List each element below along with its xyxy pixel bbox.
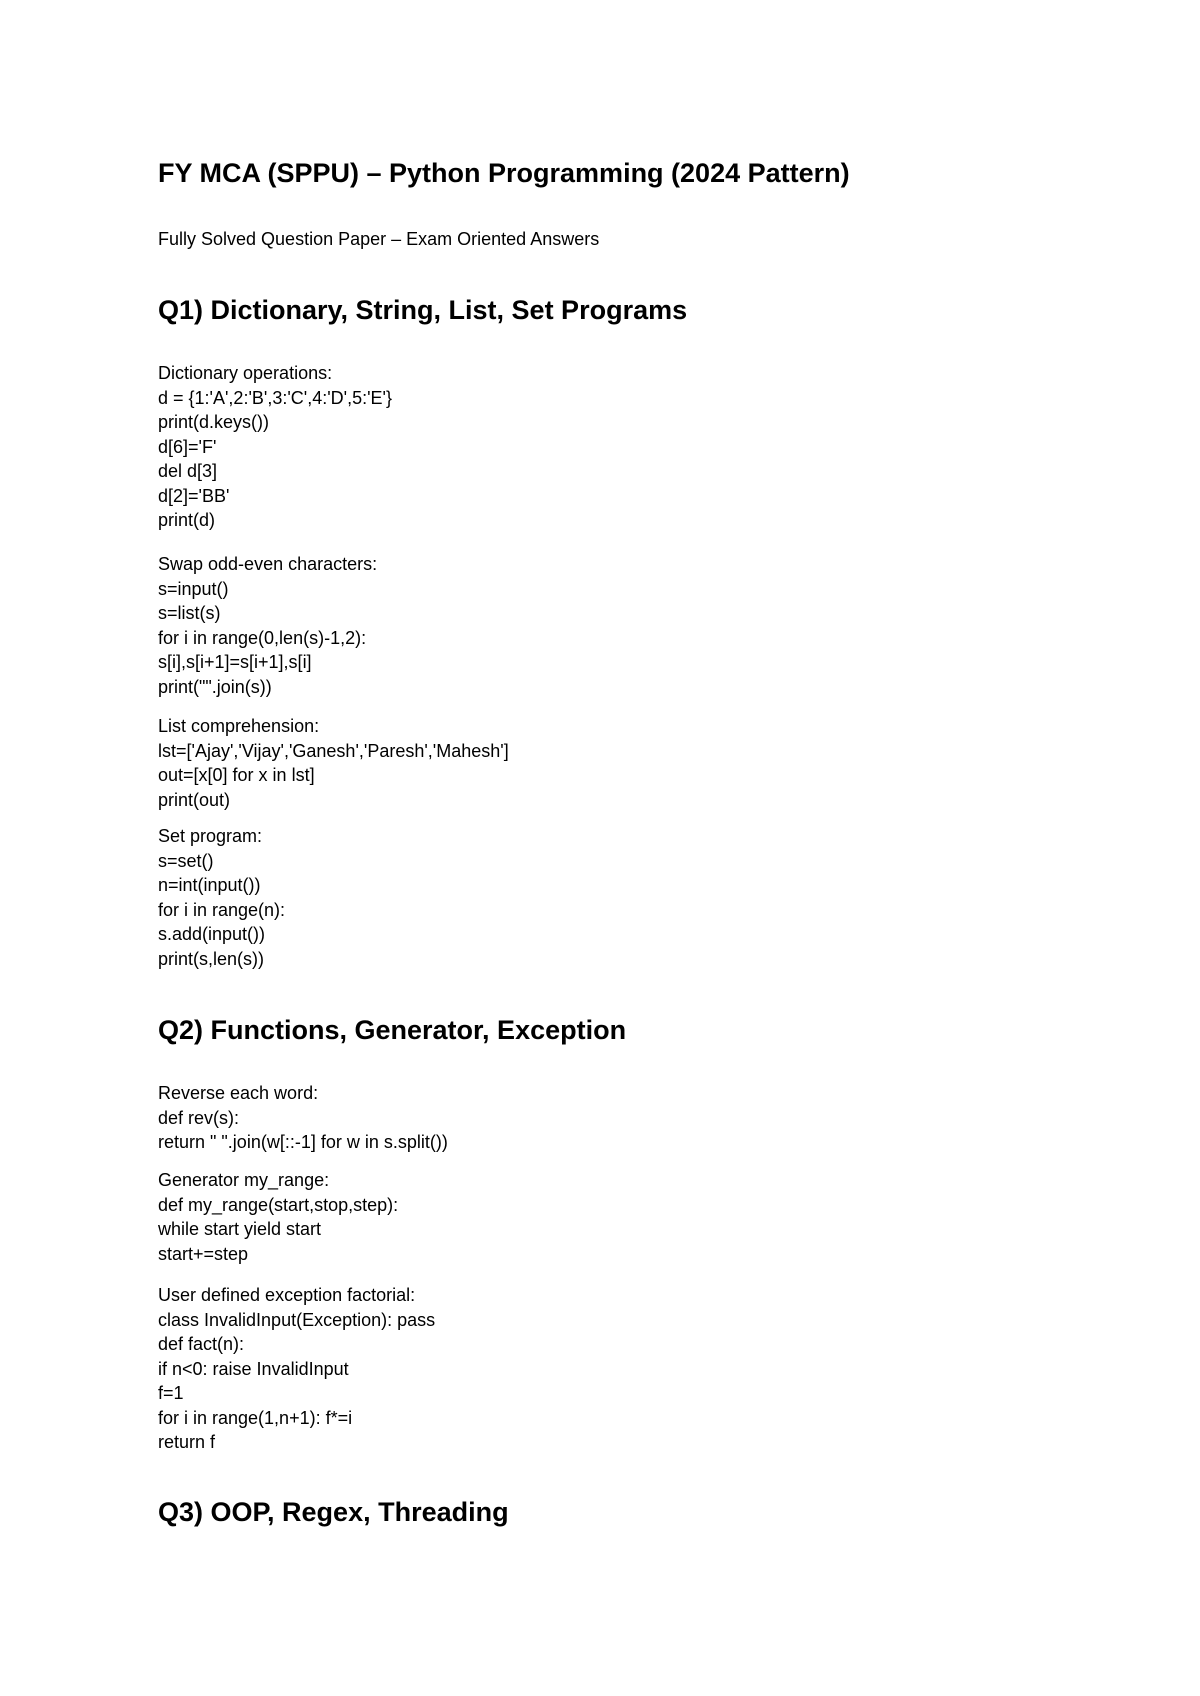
code-line: class InvalidInput(Exception): pass [158,1309,436,1330]
answer-block-set-program [158,824,285,971]
document-subtitle: Fully Solved Question Paper – Exam Oriented Answers [158,229,600,249]
code-line: for i in range(n): [158,899,286,920]
code-line: def fact(n): [158,1334,245,1354]
answer-block-user-exception [158,1283,435,1455]
code-line: s=list(s) [158,603,221,623]
block-label: Set program: [158,826,263,846]
code-line: print(s,len(s)) [158,948,265,969]
code-line: def rev(s): [158,1107,240,1128]
block-label: Reverse each word: [158,1083,319,1103]
code-line: f=1 [158,1383,184,1403]
code-line: print(out) [158,789,231,810]
block-label: List comprehension: [158,716,320,736]
code-line: start+=step [158,1243,249,1264]
answer-block-generator [158,1168,398,1266]
code-line: print(d) [158,510,216,530]
code-line: while start yield start [158,1219,322,1239]
section-heading-q3: Q3) OOP, Regex, Threading [158,1497,509,1527]
code-line: d = {1:'A',2:'B',3:'C',4:'D',5:'E'} [158,387,392,408]
code-line: for i in range(0,len(s)-1,2): [158,627,367,648]
code-line: del d[3] [158,461,218,481]
document-title: FY MCA (SPPU) – Python Programming (2024 Pattern) [158,158,850,188]
code-line: lst=['Ajay','Vijay','Ganesh','Paresh','Mahesh'] [158,740,509,761]
code-line: s.add(input()) [158,924,266,944]
answer-block-swap-characters [158,552,377,699]
code-line: return f [158,1432,216,1452]
section-heading-q1: Q1) Dictionary, String, List, Set Programs [158,295,688,325]
code-line: return " ".join(w[::-1] for w in s.split()) [158,1132,448,1152]
answer-block-list-comprehension [158,714,509,812]
answer-block-dictionary-operations [158,361,392,533]
code-line: if n<0: raise InvalidInput [158,1358,349,1379]
code-line: d[2]='BB' [158,485,230,506]
block-label: Generator my_range: [158,1170,330,1190]
code-line: s=input() [158,578,229,599]
code-line: print(d.keys()) [158,412,270,432]
code-line: d[6]='F' [158,436,217,457]
section-heading-q2: Q2) Functions, Generator, Exception [158,1015,627,1045]
code-line: def my_range(start,stop,step): [158,1194,399,1215]
block-label: Swap odd-even characters: [158,554,378,574]
code-line: s[i],s[i+1]=s[i+1],s[i] [158,652,312,672]
block-label: User defined exception factorial: [158,1285,416,1305]
answer-block-reverse-words [158,1081,448,1155]
code-line: for i in range(1,n+1): f*=i [158,1407,353,1428]
block-label: Dictionary operations: [158,363,333,383]
code-line: print("".join(s)) [158,676,272,697]
code-line: n=int(input()) [158,875,261,895]
code-line: out=[x[0] for x in lst] [158,765,315,785]
code-line: s=set() [158,850,214,871]
